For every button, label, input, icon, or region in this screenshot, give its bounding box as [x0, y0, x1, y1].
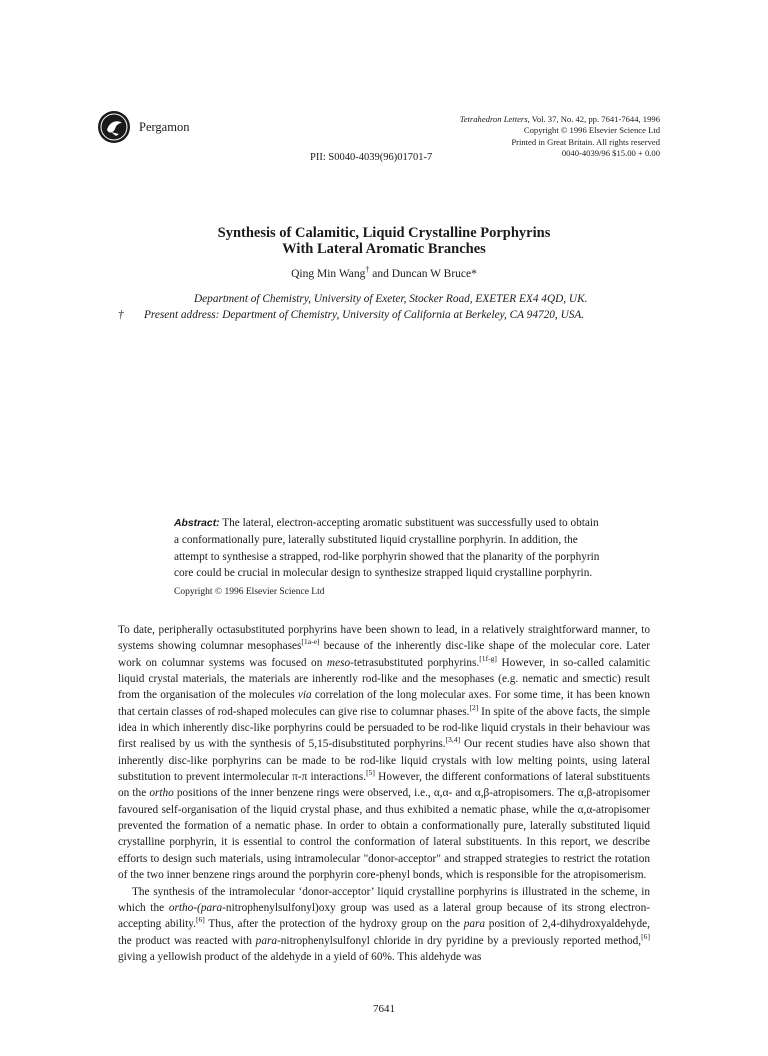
abstract-copyright: Copyright © 1996 Elsevier Science Ltd — [174, 586, 325, 597]
italic-term: via — [297, 689, 312, 702]
page-number: 7641 — [373, 1003, 395, 1015]
reference-mark: [6] — [641, 931, 650, 941]
body-paragraph-2 — [118, 884, 650, 966]
affiliation-2-mark: † — [118, 309, 124, 321]
reference-mark: [2] — [469, 702, 479, 712]
pergamon-logo-icon — [97, 110, 131, 144]
italic-term: meso — [326, 656, 351, 669]
italic-term: ortho-(para- — [168, 901, 226, 914]
journal-name: Tetrahedron Letters, — [459, 114, 530, 124]
body-paragraph-1 — [118, 622, 650, 884]
text-run: The synthesis of the intramolecular ‘donor-acceptor’ liquid crystalline porphyrins is illustrated in the scheme, in which the — [118, 885, 650, 914]
reference-mark: [1f-g] — [479, 653, 497, 663]
reference-mark: [5] — [366, 768, 375, 778]
article-title — [0, 225, 768, 257]
text-run: However, in so-called calamitic liquid crystal materials, the materials are inherently rod-like and the mesophases (e.g. nematic and smectic) result from the organisation of the molecules — [118, 656, 650, 702]
text-run: positions of the inner benzene rings were observed, i.e., α,α- and α,β-atropisomers. The α,β-atropisomer favoured self-organisation of the liquid crystal phase, and thus exhibited a nematic phase, while the α,α-atropisomer prevented the formation of a nematic phase. In order to obtain a conformationally pure, laterally substituted liquid crystalline porphyrin, it is essential to control the conformation of lateral substituents. In this report, we describe efforts to design such materials, using intramolecular "donor-acceptor" and strapped strategies to restrict the rotation of the two inner benzene rings around the porphyrin core-phenyl bonds, which is responsible for the atropisomerism. — [118, 787, 650, 882]
abstract — [174, 515, 604, 600]
journal-citation — [460, 114, 660, 160]
copyright-line: Copyright © 1996 Elsevier Science Ltd — [523, 125, 660, 136]
author-2: and Duncan W Bruce* — [369, 267, 477, 280]
title-line-2: With Lateral Aromatic Branches — [282, 241, 486, 257]
reference-mark: [1a-e] — [301, 637, 320, 647]
italic-term: para — [255, 934, 278, 947]
article-body — [118, 622, 650, 965]
text-run: To date, peripherally octasubstituted porphyrins have been shown to lead, in a relatively straightforward manner, to systems showing columnar mesophases — [118, 624, 650, 653]
publisher-name: Pergamon — [139, 120, 190, 134]
reference-mark: [6] — [195, 915, 205, 925]
printed-line: Printed in Great Britain. All rights reserved — [511, 136, 660, 147]
italic-term: para — [463, 918, 486, 931]
abstract-label: Abstract: — [174, 518, 220, 529]
reference-mark: [3,4] — [445, 735, 461, 745]
author-list — [0, 265, 768, 280]
text-run: position of 2,4-dihydroxyaldehyde, the product was reacted with — [118, 918, 650, 947]
dagger-mark: † — [365, 265, 370, 274]
affiliation-1: Department of Chemistry, University of Exeter, Stocker Road, EXETER EX4 4QD, UK. — [194, 293, 588, 305]
pii-identifier: PII: S0040-4039(96)01701-7 — [310, 152, 433, 163]
abstract-text: The lateral, electron-accepting aromatic substituent was successfully used to obtain a conformationally pure, laterally substituted liquid crystalline porphyrin. In addition, the attempt to synthesise a strapped, rod-like porphyrin showed that the planarity of the porphyrin core could be crucial in molecular design to synthesize strapped liquid crystalline porphyrin. — [174, 517, 600, 580]
text-run: nitrophenylsulfonyl)oxy group was used as a lateral group because of its strong electron-accepting ability. — [118, 901, 650, 931]
text-run: giving a yellowish product of the aldehyde in a yield of 60%. This aldehyde was — [118, 950, 482, 963]
affiliation-2: Present address: Department of Chemistry, University of California at Berkeley, CA 94720, USA. — [144, 309, 585, 321]
text-run: -nitrophenylsulfonyl chloride in dry pyridine by a previously reported method, — [277, 934, 642, 947]
volume-info: Vol. 37, No. 42, pp. 7641-7644, 1996 — [529, 114, 660, 124]
italic-term: ortho — [149, 787, 174, 800]
title-line-1: Synthesis of Calamitic, Liquid Crystalline Porphyrins — [217, 225, 551, 241]
text-run: correlation of the long molecular axes. For some time, it has been known that certain classes of rod-shaped molecules can give rise to columnar phases. — [118, 689, 650, 718]
text-run: Our recent studies have also shown that inherently disc-like porphyrins can be made to be rod-like liquid crystals with low melting points, using lateral substitution to prevent intermolecular π-π interactions. — [118, 738, 650, 784]
author-1: Qing Min Wang — [291, 267, 366, 280]
text-run: Thus, after the protection of the hydroxy group on the — [204, 918, 464, 931]
text-run: -tetrasubstituted porphyrins. — [350, 656, 480, 669]
text-run: In spite of the above facts, the simple idea in which inherently disc-like porphyrins could be persuaded to be rod-like liquid crystals in their behaviour was first realised by us with the synthesis of 5,15-disubstituted porphyrins. — [118, 705, 650, 751]
price-line: 0040-4039/96 $15.00 + 0.00 — [561, 148, 660, 159]
text-run: because of the inherently disc-like shape of the molecular core. Later work on columnar systems was focused on — [118, 640, 650, 669]
text-run: However, the different conformations of lateral substituents on the — [118, 771, 650, 800]
